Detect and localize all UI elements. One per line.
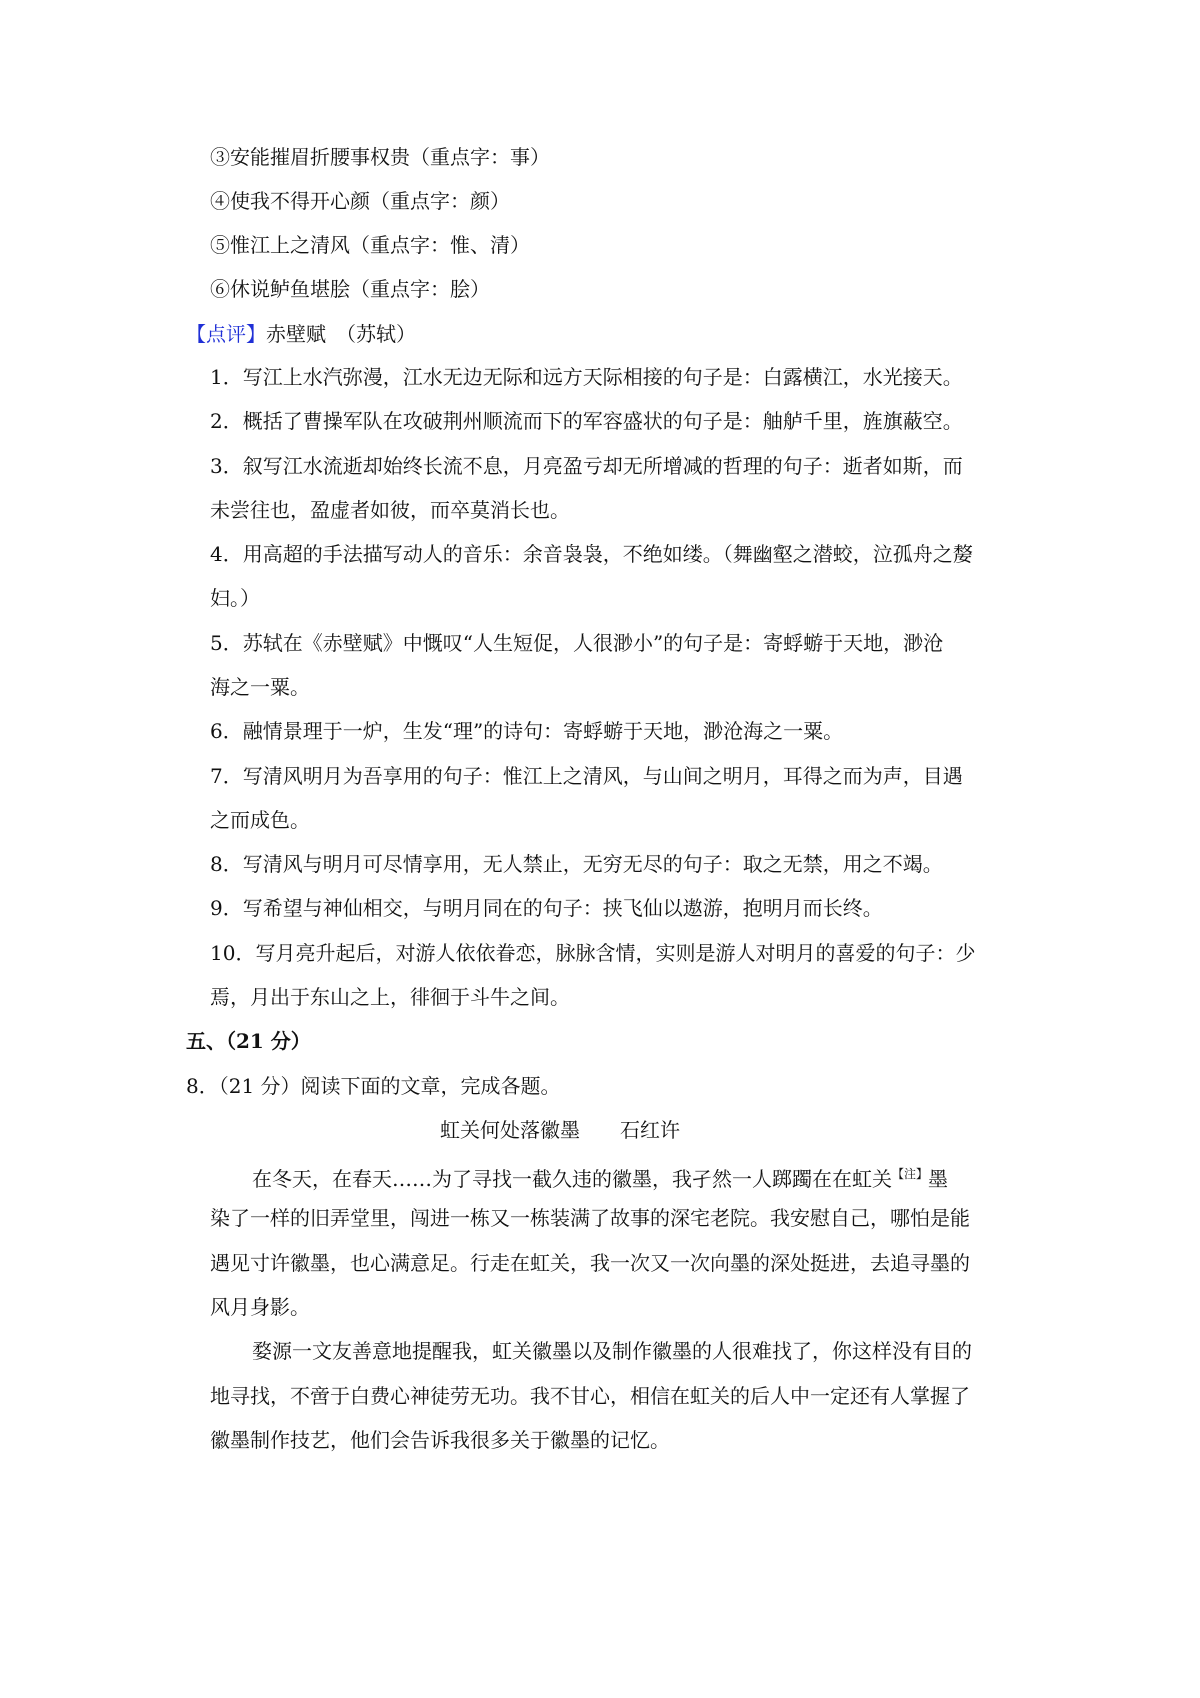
keyword-line-3: ③安能摧眉折腰事权贵（重点字：事）	[210, 145, 550, 169]
list-item-4: 4．用高超的手法描写动人的音乐：余音袅袅，不绝如缕。（舞幽壑之潜蛟，泣孤舟之嫠	[210, 542, 973, 566]
article-title: 虹关何处落徽墨	[440, 1118, 580, 1142]
comment-text: 赤壁赋 （苏轼）	[266, 322, 416, 346]
comment-line	[186, 321, 416, 347]
article-title-line	[0, 1117, 1120, 1143]
list-item-3: 3．叙写江水流逝却始终长流不息，月亮盈亏却无所增减的哲理的句子：逝者如斯，而	[210, 454, 963, 478]
question-prompt: 8．（21 分）阅读下面的文章，完成各题。	[186, 1074, 561, 1098]
comment-tag: 【点评】	[186, 322, 266, 346]
list-item-5-cont: 海之一粟。	[210, 675, 310, 699]
paragraph-1-line-4: 风月身影。	[210, 1295, 310, 1319]
paragraph-1-line-1: 在冬天，在春天……为了寻找一截久违的徽墨，我孑然一人踯躅在在虹关$^{【注】}$墨	[252, 1167, 949, 1191]
list-item-10: 10．写月亮升起后，对游人依依眷恋，脉脉含情，实则是游人对明月的喜爱的句子：少	[210, 941, 976, 965]
paragraph-2-line-1: 婺源一文友善意地提醒我，虹关徽墨以及制作徽墨的人很难找了，你这样没有目的	[252, 1339, 972, 1363]
keyword-line-6: ⑥休说鲈鱼堪脍（重点字：脍）	[210, 277, 490, 301]
keyword-line-4: ④使我不得开心颜（重点字：颜）	[210, 189, 510, 213]
list-item-6: 6．融情景理于一炉，生发“理”的诗句：寄蜉蝣于天地，渺沧海之一粟。	[210, 719, 844, 743]
list-item-3-cont: 未尝往也，盈虚者如彼，而卒莫消长也。	[210, 498, 570, 522]
article-author: 石红许	[620, 1118, 680, 1142]
list-item-5: 5．苏轼在《赤壁赋》中慨叹“人生短促，人很渺小”的句子是：寄蜉蝣于天地，渺沧	[210, 631, 944, 655]
list-item-1: 1．写江上水汽弥漫，江水无边无际和远方天际相接的句子是：白露横江，水光接天。	[210, 365, 963, 389]
list-item-8: 8．写清风与明月可尽情享用，无人禁止，无穷无尽的句子：取之无禁，用之不竭。	[210, 852, 943, 876]
list-item-2: 2．概括了曹操军队在攻破荆州顺流而下的军容盛状的句子是：舳舻千里，旌旗蔽空。	[210, 409, 963, 433]
paragraph-1-line-2: 染了一样的旧弄堂里，闯进一栋又一栋装满了故事的深宅老院。我安慰自己，哪怕是能	[210, 1206, 970, 1230]
list-item-10-cont: 焉，月出于东山之上，徘徊于斗牛之间。	[210, 985, 570, 1009]
paragraph-2-line-2: 地寻找，不啻于白费心神徒劳无功。我不甘心，相信在虹关的后人中一定还有人掌握了	[210, 1384, 970, 1408]
list-item-9: 9．写希望与神仙相交，与明月同在的句子：挟飞仙以遨游，抱明月而长终。	[210, 896, 883, 920]
footnote-marker: 【注】	[892, 1167, 929, 1181]
list-item-7: 7．写清风明月为吾享用的句子：惟江上之清风，与山间之明月，耳得之而为声，目遇	[210, 764, 963, 788]
list-item-4-cont: 妇。）	[210, 586, 260, 610]
keyword-line-5: ⑤惟江上之清风（重点字：惟、清）	[210, 233, 530, 257]
paragraph-1-line-3: 遇见寸许徽墨，也心满意足。行走在虹关，我一次又一次向墨的深处挺进，去追寻墨的	[210, 1251, 970, 1275]
paragraph-2-line-3: 徽墨制作技艺，他们会告诉我很多关于徽墨的记忆。	[210, 1428, 670, 1452]
section-heading: 五、（21 分）	[186, 1029, 311, 1053]
list-item-7-cont: 之而成色。	[210, 808, 310, 832]
